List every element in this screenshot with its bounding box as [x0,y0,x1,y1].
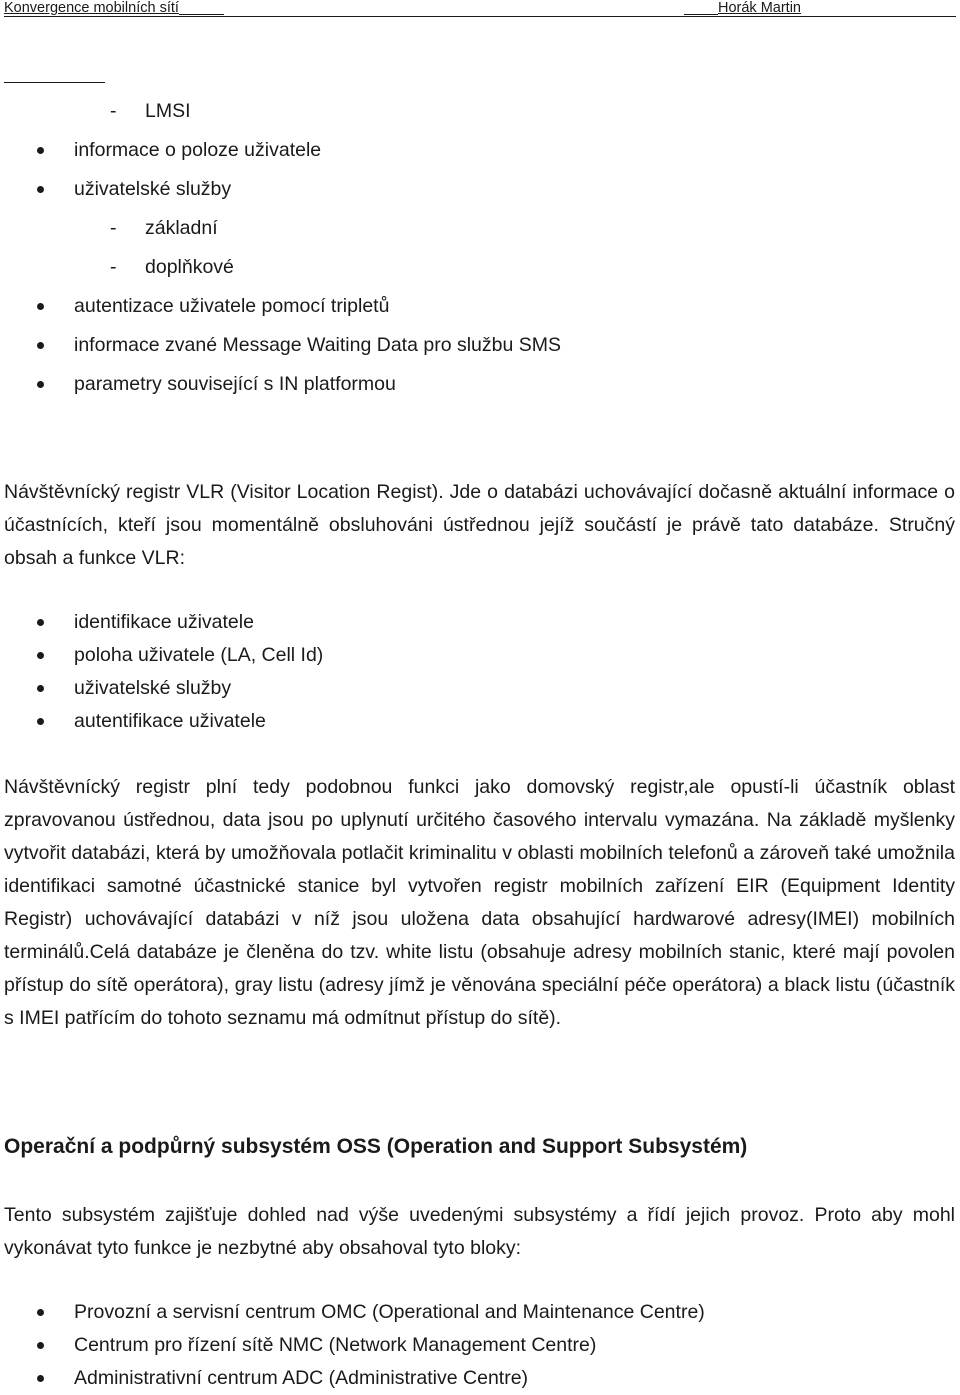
page-header [4,0,956,18]
oss-paragraph: Tento subsystém zajišťuje dohled nad výše uvedenými subsystémy a řídí jejich provoz. Proto aby mohl vykonávat tyto funkce je nezbytné aby obsahoval tyto bloky: [4,1204,955,1259]
eir-paragraph: Návštěvnícký registr plní tedy podobnou funkci jako domovský registr,ale opustí-li účastník oblast zpravovanou ústřednou, data jsou po uplynutí určitého časového intervalu vymazána. Na základě myšlenky vytvořit databázi, která by umožňovala potlačit kriminalitu v oblasti mobilních telefonů a zároveň také umožnila identifikaci samotné účastnické stanice byl vytvořen registr mobilních zařízení EIR (Equipment Identity Registr) uchovávající databázi v níž jsou uložena data obsahující hardwarové adresy(IMEI) mobilních terminálů.Celá databáze je členěna do tzv. white listu (obsahuje adresy mobilních stanic, které mají povolen přístup do sítě operátora), gray listu (adresy jímž je věnována speciální péče operátora) a black listu (účastník s IMEI patřícím do tohoto seznamu má odmítnut přístup do sítě). [4,776,955,1029]
header-author: Horák Martin [684,0,801,17]
document-page: Konvergence mobilních sítí Horák Martin - LMSI informace o poloze uživatele uživatelské služby - základní - doplňkové autentizace uživatele pomocí tripletů informace zvané Message Waiting Data pro službu SMS parametry související s IN platformou Návštěvnícký registr VLR (Visitor Location Regist). Jde o databázi uchovávající dočasně aktuální informace o účastnících, kteří jsou momentálně obsluhováni ústřednou jejíž součástí je právě tato databáze. Stručný obsah a funkce VLR: identifikace uživatele poloha uživatele (LA, Cell Id) uživatelské služby autentifikace uživatele Návštěvnícký registr plní tedy podobnou funkci jako domovský registr,ale opustí-li účastník oblast zpravovanou ústřednou, data jsou po uplynutí určitého časového intervalu vymazána. Na základě myšlenky vytvořit databázi, která by umožňovala potlačit kriminalitu v oblasti mobilních telefonů a zároveň také umožnila identifikaci samotné účastnické stanice byl vytvořen registr mobilních zařízení EIR (Equipment Identity Registr) uchovávající databázi v níž jsou uložena data obsahující hardwarové adresy(IMEI) mobilních terminálů.Celá databáze je členěna do tzv. white listu (obsahuje adresy mobilních stanic, které mají povolen přístup do sítě operátora), gray listu (adresy jímž je věnována speciální péče operátora) a black listu (účastník s IMEI patřícím do tohoto seznamu má odmítnut přístup do sítě). Operační a podpůrný subsystém OSS (Operation and Support Subsystém) Tento subsystém zajišťuje dohled nad výše uvedenými subsystémy a řídí jejich provoz. Proto aby mohl vykonávat tyto funkce je nezbytné aby obsahoval tyto bloky: Provozní a servisní centrum OMC (Operational and Maintenance Centre) Centrum pro řízení sítě NMC (Network Management Centre) Administrativní centrum ADC (Administrative Centre) [4,0,955,1389]
vlr-paragraph: Návštěvnícký registr VLR (Visitor Location Regist). Jde o databázi uchovávající dočasně aktuální informace o účastnících, kteří jsou momentálně obsluhováni ústřednou jejíž součástí je právě tato databáze. Stručný obsah a funkce VLR: [4,481,955,569]
header-divider [4,16,956,17]
footnote-rule [4,82,105,83]
section-heading: Operační a podpůrný subsystém OSS (Operation and Support Subsystém) [4,1135,748,1158]
header-title: Konvergence mobilních sítí [4,0,224,17]
